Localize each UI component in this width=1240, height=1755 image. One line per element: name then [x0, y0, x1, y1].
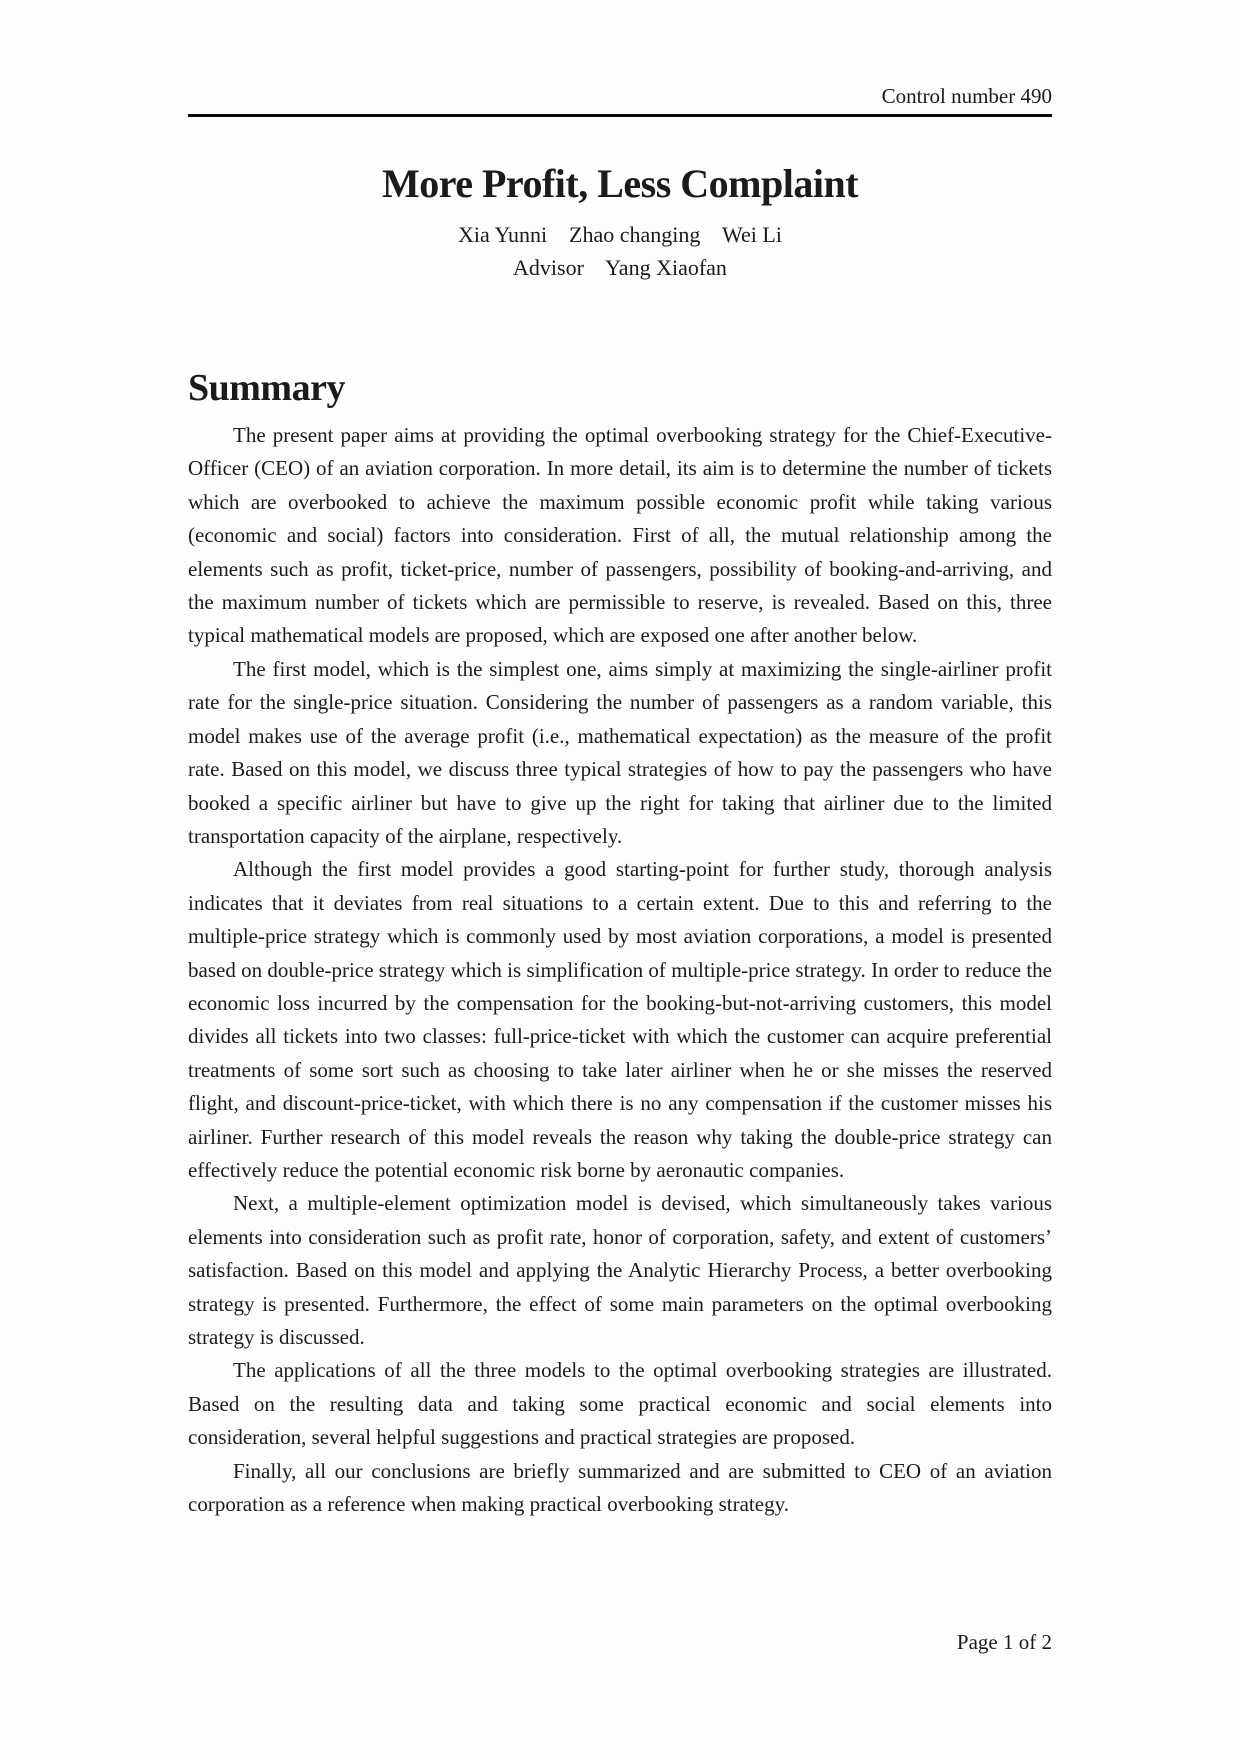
summary-paragraph: Finally, all our conclusions are briefly summarized and are submitted to CEO of an aviation corporation as a reference when making practical overbooking strategy. — [188, 1458, 1052, 1517]
page-number: Page 1 of 2 — [956, 1630, 1052, 1654]
summary-paragraph: The present paper aims at providing the optimal overbooking strategy for the Chief-Executive-Officer (CEO) of an aviation corporation. In more detail, its aim is to determine the number of tickets which are overbooked to achieve the maximum possible economic profit while taking various (economic and social) factors into consideration. First of all, the mutual relationship among the elements such as profit, ticket-price, number of passengers, possibility of booking-and-arriving, and the maximum number of tickets which are permissible to reserve, is revealed. Based on this, three typical mathematical models are proposed, which are exposed one after another below. — [188, 423, 1052, 648]
summary-paragraph: Although the first model provides a good starting-point for further study, thorough analysis indicates that it deviates from real situations to a certain extent. Due to this and referring to the multiple-price strategy which is commonly used by most aviation corporations, a model is presented based on double-price strategy which is simplification of multiple-price strategy. In order to reduce the economic loss incurred by the compensation for the booking-but-not-arriving customers, this model divides all tickets into two classes: full-price-ticket with which the customer can acquire preferential treatments of some sort such as choosing to take later airliner when he or she misses the reserved flight, and discount-price-ticket, with which there is no any compensation if the customer misses his airliner. Further research of this model reveals the reason why taking the double-price strategy can effectively reduce the potential economic risk borne by aeronautic companies. — [188, 857, 1052, 1182]
advisor-line: Advisor Yang Xiaofan — [513, 255, 727, 281]
summary-body — [188, 419, 1052, 1521]
summary-paragraph: Next, a multiple-element optimization model is devised, which simultaneously takes various elements into consideration such as profit rate, honor of corporation, safety, and extent of customers’ satisfaction. Based on this model and applying the Analytic Hierarchy Process, a better overbooking strategy is presented. Furthermore, the effect of some main parameters on the optimal overbooking strategy is discussed. — [188, 1191, 1052, 1349]
control-number: Control number 490 — [881, 84, 1052, 108]
summary-heading: Summary — [188, 367, 345, 410]
summary-paragraph: The applications of all the three models to the optimal overbooking strategies are illustrated. Based on the resulting data and taking some practical economic and social elements into consideration, several helpful suggestions and practical strategies are proposed. — [188, 1358, 1052, 1450]
header-divider — [188, 114, 1052, 117]
paper-title: More Profit, Less Complaint — [381, 161, 859, 207]
summary-paragraph: The first model, which is the simplest one, aims simply at maximizing the single-airliner profit rate for the single-price situation. Considering the number of passengers as a random variable, this model makes use of the average profit (i.e., mathematical expectation) as the measure of the profit rate. Based on this model, we discuss three typical strategies of how to pay the passengers who have booked a specific airliner but have to give up the right for taking that airliner due to the limited transportation capacity of the airplane, respectively. — [188, 656, 1052, 848]
authors-line: Xia Yunni Zhao changing Wei Li — [458, 222, 782, 248]
